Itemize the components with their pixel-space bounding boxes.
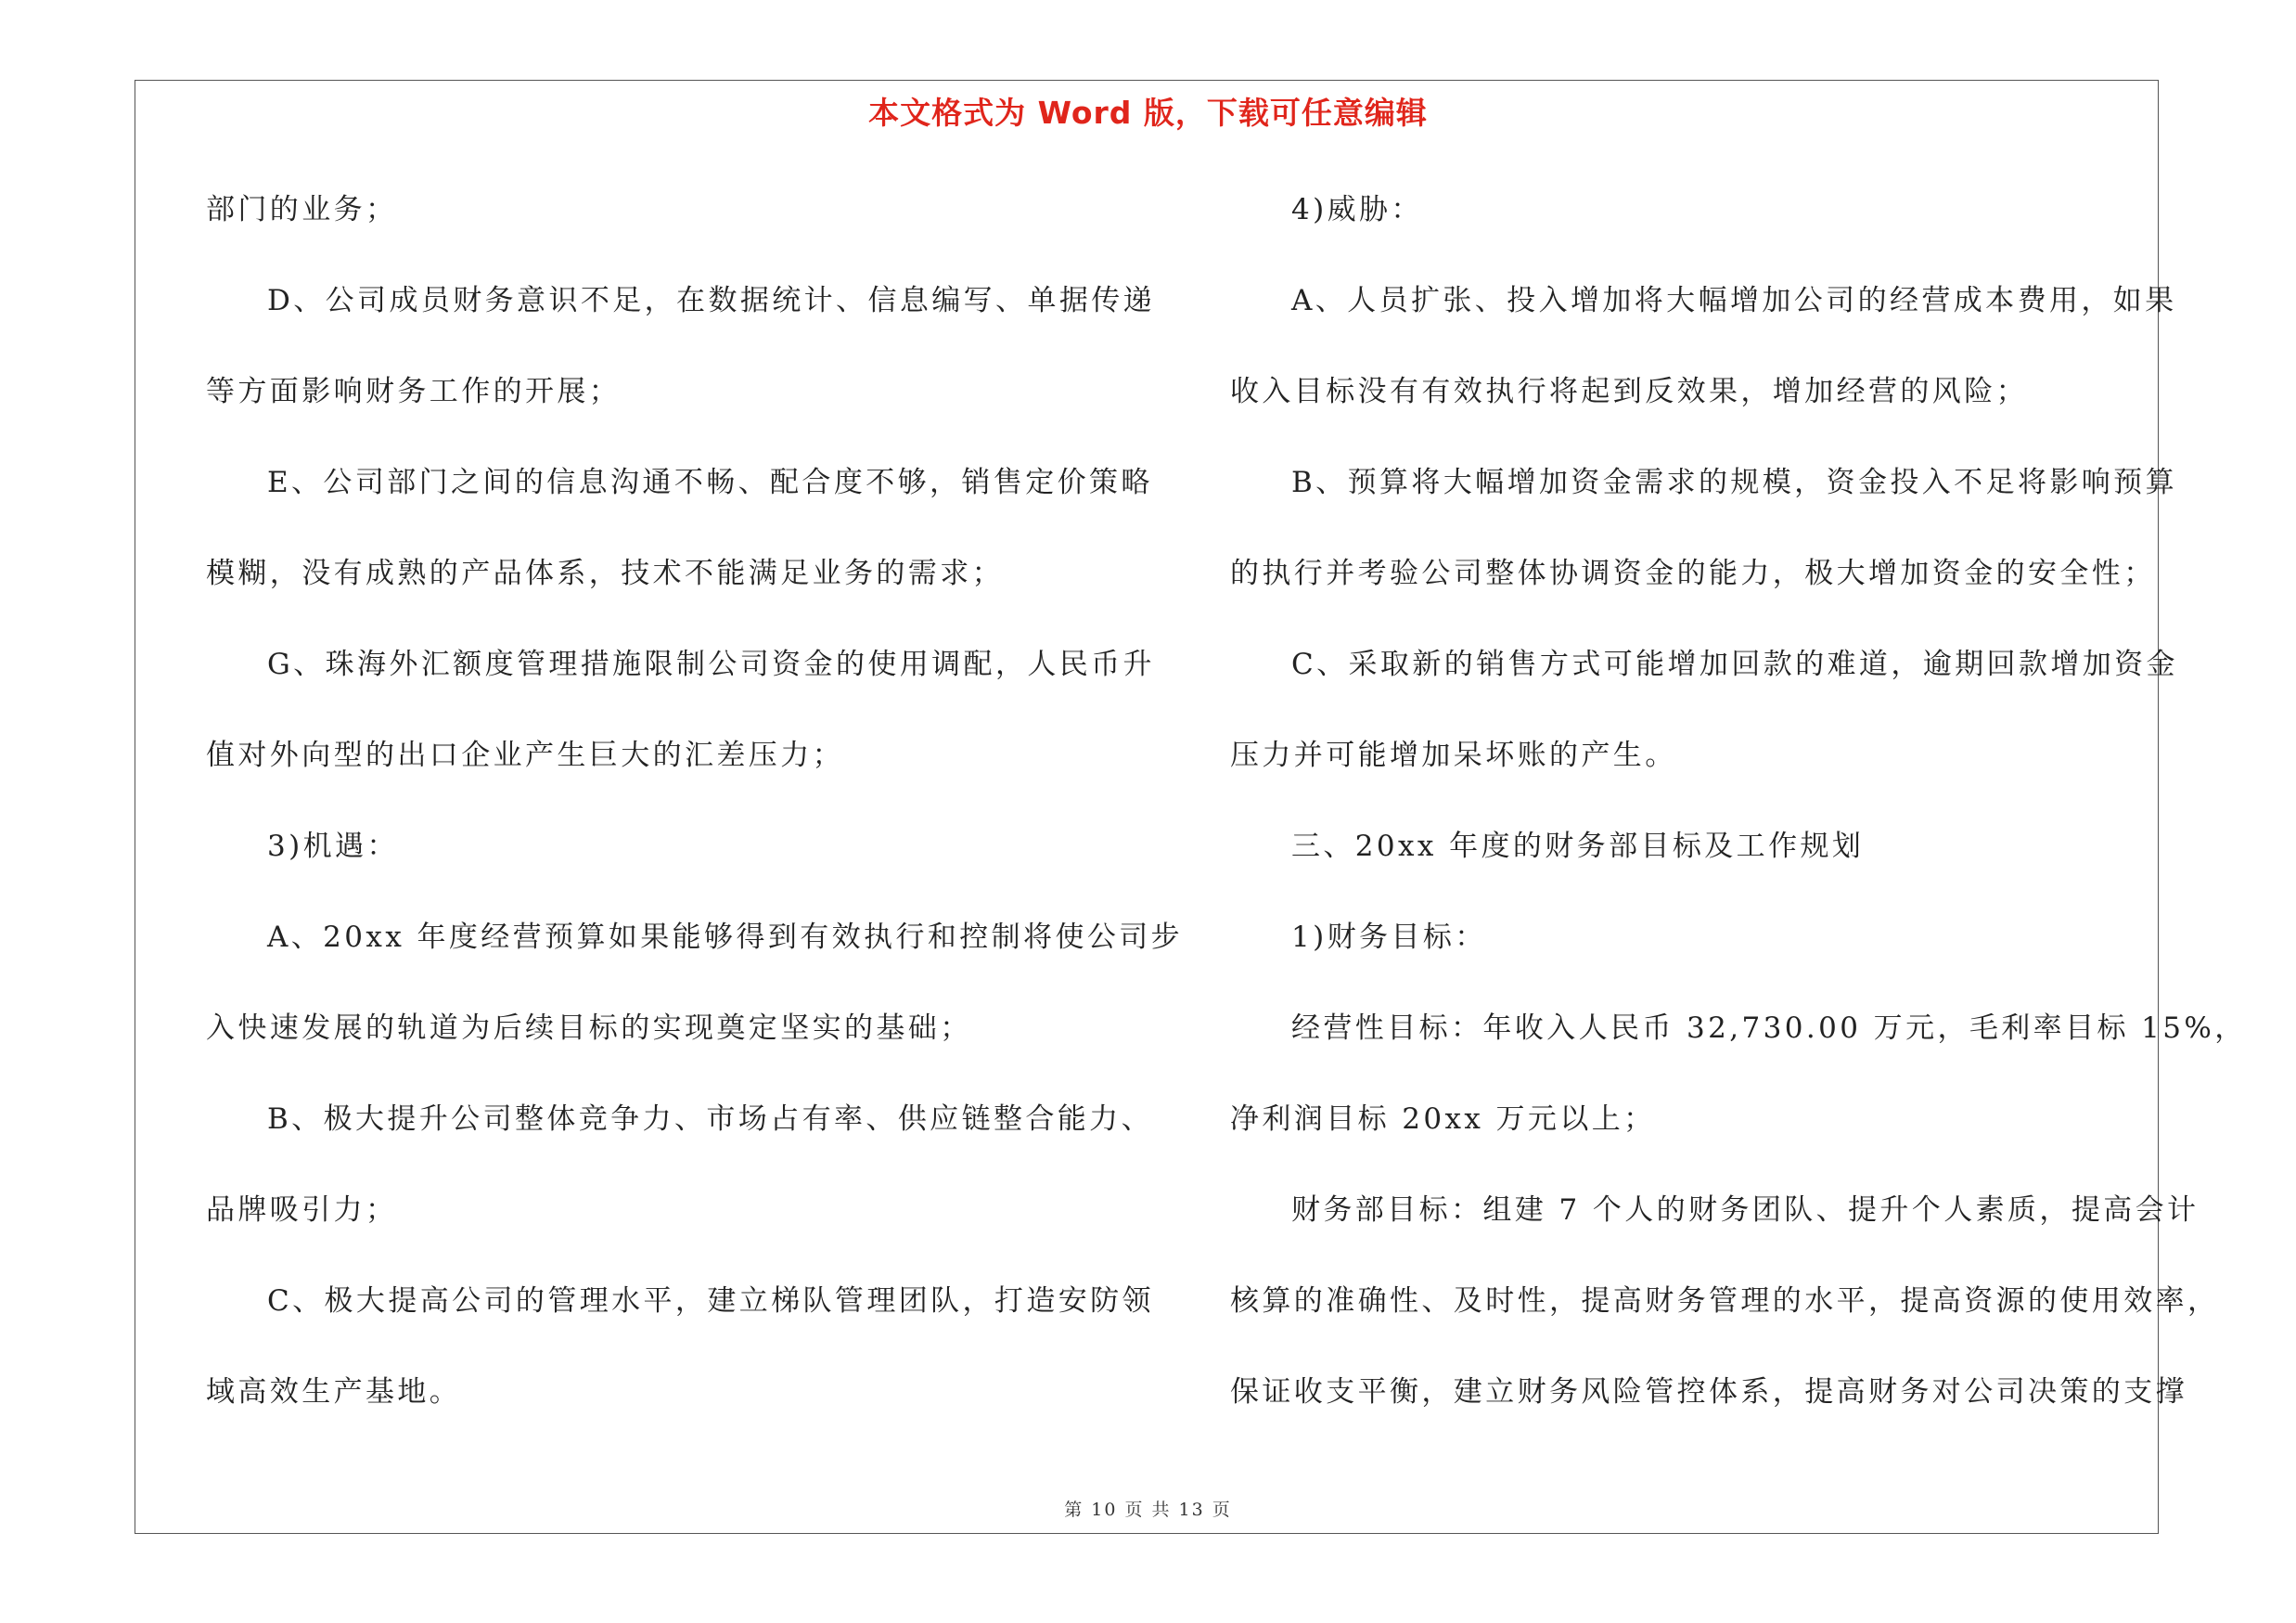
text-line: 经营性目标：年收入人民币 32,730.00 万元，毛利率目标 15%， (1291, 1011, 2247, 1045)
text-line: 核算的准确性、及时性，提高财务管理的水平，提高资源的使用效率， (1230, 1284, 2220, 1318)
text-line: 模糊，没有成熟的产品体系，技术不能满足业务的需求； (206, 557, 1004, 590)
text-line: C、采取新的销售方式可能增加回款的难道，逾期回款增加资金 (1291, 648, 2178, 681)
section-heading: 1)财务目标： (1291, 921, 1487, 954)
text-line: 净利润目标 20xx 万元以上； (1230, 1102, 1656, 1136)
text-line: G、珠海外汇额度管理措施限制公司资金的使用调配，人民币升 (267, 648, 1155, 681)
text-line: 收入目标没有有效执行将起到反效果，增加经营的风险； (1230, 375, 2028, 408)
text-line: 保证收支平衡，建立财务风险管控体系，提高财务对公司决策的支撑 (1230, 1375, 2187, 1409)
text-line: 的执行并考验公司整体协调资金的能力，极大增加资金的安全性； (1230, 557, 2156, 590)
page-number: 第 10 页 共 13 页 (1064, 1500, 1232, 1520)
text-line: E、公司部门之间的信息沟通不畅、配合度不够，销售定价策略 (267, 466, 1153, 499)
text-line: D、公司成员财务意识不足，在数据统计、信息编写、单据传递 (267, 284, 1156, 317)
format-notice-banner: 本文格式为 Word 版，下载可任意编辑 (868, 95, 1428, 131)
text-line: A、20xx 年度经营预算如果能够得到有效执行和控制将使公司步 (267, 921, 1184, 954)
text-line: C、极大提高公司的管理水平，建立梯队管理团队，打造安防领 (267, 1284, 1154, 1318)
section-heading: 三、20xx 年度的财务部目标及工作规划 (1291, 830, 1865, 863)
text-line: 值对外向型的出口企业产生巨大的汇差压力； (206, 739, 844, 772)
section-heading: 3)机遇： (267, 830, 399, 863)
text-line: 等方面影响财务工作的开展； (206, 375, 622, 408)
text-line: B、预算将大幅增加资金需求的规模，资金投入不足将影响预算 (1291, 466, 2177, 499)
text-line: B、极大提升公司整体竞争力、市场占有率、供应链整合能力、 (267, 1102, 1153, 1136)
text-line: A、人员扩张、投入增加将大幅增加公司的经营成本费用，如果 (1291, 284, 2177, 317)
text-line: 压力并可能增加呆坏账的产生。 (1230, 739, 1677, 772)
text-line: 品牌吸引力； (206, 1193, 398, 1227)
text-line: 财务部目标：组建 7 个人的财务团队、提升个人素质，提高会计 (1291, 1193, 2200, 1227)
section-heading: 4)威胁： (1291, 193, 1423, 226)
text-line: 域高效生产基地。 (206, 1375, 462, 1409)
text-line: 部门的业务； (206, 193, 398, 226)
text-line: 入快速发展的轨道为后续目标的实现奠定坚实的基础； (206, 1011, 972, 1045)
